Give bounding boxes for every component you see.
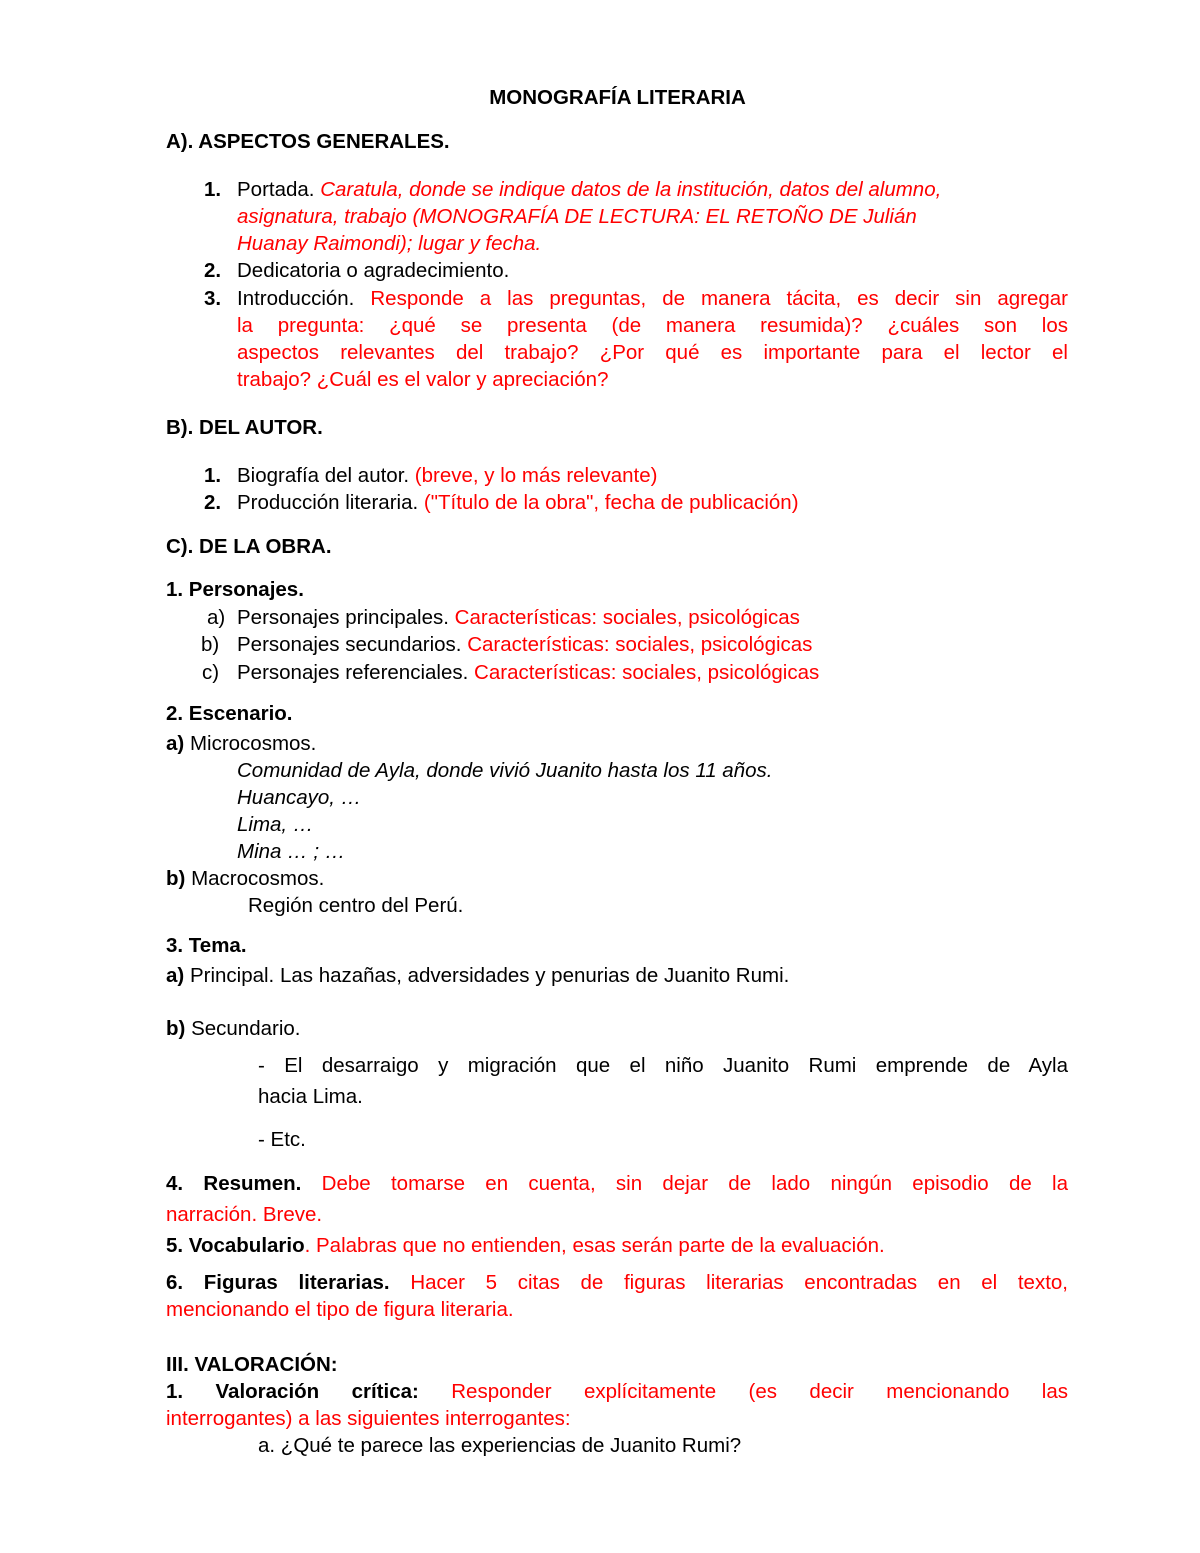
item-label: 6. Figuras literarias. <box>166 1271 390 1294</box>
list-item-secundarios <box>237 633 812 657</box>
list-item-portada <box>237 178 941 202</box>
item-label: Biografía del autor. <box>237 464 410 487</box>
item-label: 5. Vocabulario <box>166 1234 305 1257</box>
item-description-line: asignatura, trabajo (MONOGRAFÍA DE LECTURA: EL RETOÑO DE Julián <box>237 205 917 228</box>
item-label: 4. Resumen. <box>166 1172 302 1195</box>
vocabulario-item <box>166 1234 885 1258</box>
item-description-line: interrogantes) a las siguientes interrogantes: <box>166 1407 571 1430</box>
tema-secundario <box>166 1017 300 1041</box>
item-label: Macrocosmos. <box>191 867 325 890</box>
list-number: 1. <box>204 178 222 201</box>
item-description-line: Huanay Raimondi); lugar y fecha. <box>237 232 542 255</box>
list-item-referenciales <box>237 661 819 685</box>
item-label: Personajes secundarios. <box>237 633 462 656</box>
list-number: 1. <box>204 464 222 487</box>
microcosmos-place: Huancayo, … <box>237 786 362 809</box>
subsection-tema: 3. Tema. <box>166 934 247 957</box>
item-label: Microcosmos. <box>189 732 317 755</box>
escenario-microcosmos <box>166 732 316 756</box>
item-description: . Palabras que no entienden, esas serán parte de la evaluación. <box>304 1234 885 1257</box>
section-iii-heading: III. VALORACIÓN: <box>166 1353 338 1376</box>
item-description-line: narración. Breve. <box>166 1203 323 1226</box>
escenario-macrocosmos <box>166 867 324 891</box>
tema-principal <box>166 964 789 988</box>
microcosmos-place: Comunidad de Ayla, donde vivió Juanito hasta los 11 años. <box>237 759 773 782</box>
list-marker: b) <box>201 633 220 656</box>
item-description-line: aspectos relevantes del trabajo? ¿Por qué es importante para el lector el <box>237 341 1068 364</box>
section-b-heading: B). DEL AUTOR. <box>166 416 323 439</box>
microcosmos-place: Mina … ; … <box>237 840 346 863</box>
item-label: Portada. <box>237 178 315 201</box>
list-item-introduccion <box>237 287 1068 311</box>
item-label: Secundario. <box>191 1017 301 1040</box>
item-description: Características: sociales, psicológicas <box>467 633 813 656</box>
list-item-dedicatoria: Dedicatoria o agradecimiento. <box>237 259 510 282</box>
microcosmos-place: Lima, … <box>237 813 314 836</box>
document-title: MONOGRAFÍA LITERARIA <box>489 86 746 109</box>
list-marker: b) <box>166 1017 186 1040</box>
item-description: Características: sociales, psicológicas <box>474 661 820 684</box>
item-label: Personajes principales. <box>237 606 449 629</box>
resumen-item <box>166 1172 1068 1196</box>
item-description-line: la pregunta: ¿qué se presenta (de manera resumida)? ¿cuáles son los <box>237 314 1068 337</box>
item-description-line: trabajo? ¿Cuál es el valor y apreciación? <box>237 368 609 391</box>
list-marker: a) <box>207 606 226 629</box>
item-description: Caratula, donde se indique datos de la institución, datos del alumno, <box>320 178 942 201</box>
section-c-heading: C). DE LA OBRA. <box>166 535 332 558</box>
item-description: Características: sociales, psicológicas <box>454 606 800 629</box>
item-description: (breve, y lo más relevante) <box>414 464 658 487</box>
list-item-principales <box>237 606 800 630</box>
list-number: 2. <box>204 491 222 514</box>
list-marker: a) <box>166 732 185 755</box>
list-number: 3. <box>204 287 222 310</box>
macrocosmos-place: Región centro del Perú. <box>248 894 464 917</box>
list-marker: b) <box>166 867 186 890</box>
list-item-biografia <box>237 464 657 488</box>
tema-secundario-etc: - Etc. <box>258 1128 306 1151</box>
subsection-personajes: 1. Personajes. <box>166 578 304 601</box>
subsection-escenario: 2. Escenario. <box>166 702 293 725</box>
item-description-line: mencionando el tipo de figura literaria. <box>166 1298 514 1321</box>
list-marker: c) <box>202 661 220 684</box>
figuras-item <box>166 1271 1068 1295</box>
tema-secundario-item-cont: hacia Lima. <box>258 1085 363 1108</box>
item-description: ("Título de la obra", fecha de publicación) <box>423 491 799 514</box>
valoracion-critica-item <box>166 1380 1068 1404</box>
item-description: Responder explícitamente (es decir mencionando las <box>451 1380 1068 1403</box>
item-label: Principal. Las hazañas, adversidades y penurias de Juanito Rumi. <box>189 964 790 987</box>
question-a: a. ¿Qué te parece las experiencias de Juanito Rumi? <box>258 1434 742 1457</box>
tema-secundario-item: - El desarraigo y migración que el niño Juanito Rumi emprende de Ayla <box>258 1054 1068 1077</box>
item-description: Hacer 5 citas de figuras literarias encontradas en el texto, <box>410 1271 1069 1294</box>
item-label: Personajes referenciales. <box>237 661 469 684</box>
item-label: Introducción. <box>237 287 355 310</box>
list-number: 2. <box>204 259 222 282</box>
item-description: Responde a las preguntas, de manera tácita, es decir sin agregar <box>370 287 1068 310</box>
section-a-heading: A). ASPECTOS GENERALES. <box>166 130 450 153</box>
item-label: 1. Valoración crítica: <box>166 1380 419 1403</box>
item-description: Debe tomarse en cuenta, sin dejar de lado ningún episodio de la <box>321 1172 1068 1195</box>
list-item-produccion <box>237 491 799 515</box>
item-label: Producción literaria. <box>237 491 419 514</box>
list-marker: a) <box>166 964 185 987</box>
